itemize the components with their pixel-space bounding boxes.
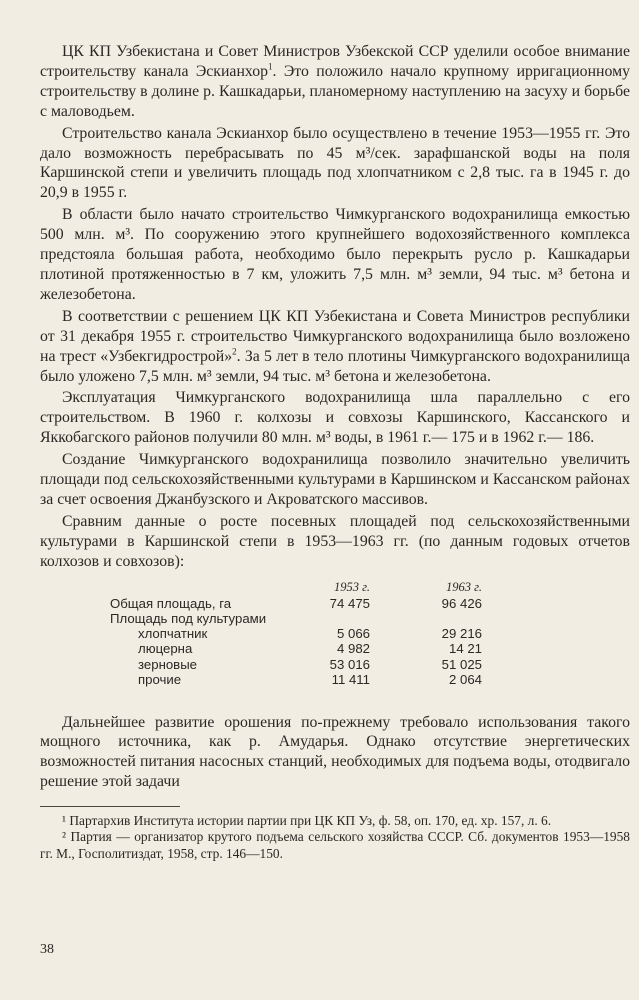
value-1963: 29 216 [441, 626, 482, 642]
page-number: 38 [40, 942, 54, 957]
footnote-ref-1: 1 [268, 61, 273, 72]
value-1963: 14 21 [448, 641, 482, 657]
value-1953: 53 016 [329, 656, 370, 672]
value-1963: 51 025 [441, 656, 482, 672]
paragraph-6: Создание Чимкурганского водохранилища позволило значительно увеличить площади под сельскохозяйственными культурами в Каршинском и Кассанском районах за счет освоения Джанбузского и Акроватского массивов. [40, 451, 630, 508]
value-1953: 74 475 [329, 595, 370, 611]
paragraph-8: Дальнейшее развитие орошения по-прежнему требовало использования такого мощного источника, как р. Амударья. Однако отсутствие энергетических возможностей питания насосных станций, необходимых для подъема воды, отодвигало решение этой задачи [40, 713, 630, 791]
row-label: люцерна [138, 641, 193, 657]
table-header [110, 580, 590, 596]
paragraph-1: ЦК КП Узбекистана и Совет Министров Узбекской ССР уделили особое внимание строительству канала Эскианхор$^1$. Это положило начало крупному ирригационному строительству в долине р. Кашкадарьи, планомерному наступлению на засуху и борьбе с маловодьем. [40, 43, 630, 120]
footnote-2: ² Партия — организатор крутого подъема сельского хозяйства СССР. Сб. документов 1953—1958 гг. М., Госполитиздат, 1958, стр. 146—150. [40, 829, 630, 861]
value-1953: 4 982 [336, 641, 370, 657]
table-row [110, 641, 590, 656]
table-row [110, 596, 590, 611]
value-1953: 11 411 [331, 672, 370, 688]
crop-area-table [110, 580, 590, 695]
row-label: прочие [138, 672, 182, 688]
table-row [110, 672, 590, 687]
row-label: хлопчатник [138, 626, 208, 642]
value-1953: 5 066 [336, 626, 370, 642]
row-label: зерновые [138, 656, 198, 672]
page-body [40, 42, 630, 862]
col-1953-header: 1953 г. [334, 579, 370, 594]
paragraph-5: Эксплуатация Чимкурганского водохранилища шла параллельно с его строительством. В 1960 г. колхозы и совхозы Каршинского, Кассанского и Яккобагского районов получили 80 млн. м³ воды, в 1961 г.— 175 и в 1962 г.— 186. [40, 389, 630, 447]
paragraph-3: В области было начато строительство Чимкурганского водохранилища емкостью 500 млн. м³. По сооружению этого крупнейшего водохозяйственного комплекса предстояла большая работа, необходимо было перекрыть русло р. Кашкадарьи плотиной протяженностью в 7 км, уложить 7,5 млн. м³ земли, 94 тыс. м³ бетона и железобетона. [40, 206, 630, 303]
paragraph-2: Строительство канала Эскианхор было осуществлено в течение 1953—1955 гг. Это дало возможность перебрасывать по 45 м³/сек. зарафшанской воды на поля Каршинской степи и увеличить площадь под хлопчатником с 2,8 тыс. га в 1945 г. до 20,9 в 1955 г. [40, 124, 630, 202]
footnote-ref-2: 2 [232, 346, 237, 357]
value-1963: 2 064 [448, 672, 482, 688]
row-label: Площадь под культурами [110, 610, 267, 626]
paragraph-4: В соответствии с решением ЦК КП Узбекистана и Совета Министров республики от 31 декабря 1955 г. строительство Чимкурганского водохранилища было возложено на трест «Узбекгидрострой»$^2$. За 5 лет в тело плотины Чимкурганского водохранилища было уложено 7,5 млн. м³ земли, 94 тыс. м³ бетона и железобетона. [40, 307, 631, 385]
paragraph-7: Сравним данные о росте посевных площадей под сельскохозяйственными культурами в Каршинской степи в 1953—1963 гг. (по данным годовых отчетов колхозов и совхозов): [40, 512, 630, 570]
col-1963-header: 1963 г. [446, 579, 482, 594]
table-row [110, 657, 590, 672]
table-row [110, 626, 590, 641]
value-1963: 96 426 [441, 595, 482, 611]
row-label: Общая площадь, га [110, 595, 232, 611]
footnote-1: ¹ Партархив Института истории партии при ЦК КП Уз, ф. 58, оп. 170, ед. хр. 157, л. 6. [62, 813, 552, 829]
table-row [110, 611, 590, 626]
footnote-divider [40, 806, 180, 807]
